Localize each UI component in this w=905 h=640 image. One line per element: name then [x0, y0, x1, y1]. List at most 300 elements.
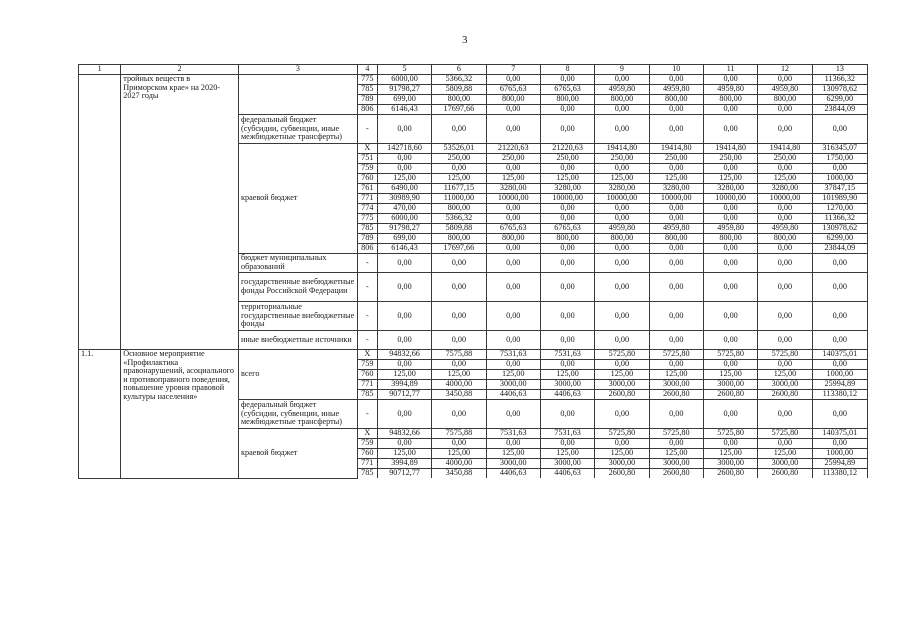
value-cell: 0,00: [540, 105, 594, 115]
kbk-code-cell: -: [357, 331, 377, 350]
value-cell: 0,00: [758, 204, 812, 214]
value-cell: 1000,00: [812, 370, 867, 380]
value-cell: 125,00: [649, 174, 703, 184]
value-cell: 3000,00: [649, 459, 703, 469]
value-cell: 4959,80: [649, 224, 703, 234]
value-cell: 0,00: [595, 439, 649, 449]
kbk-code-cell: X: [357, 144, 377, 154]
value-cell: 0,00: [377, 154, 431, 164]
value-cell: 5725,80: [595, 429, 649, 439]
value-cell: 5725,80: [649, 429, 703, 439]
value-cell: 0,00: [649, 331, 703, 350]
value-cell: 125,00: [432, 449, 486, 459]
value-cell: 94832,66: [377, 429, 431, 439]
value-cell: 0,00: [703, 75, 757, 85]
value-cell: 0,00: [377, 164, 431, 174]
value-cell: 250,00: [649, 154, 703, 164]
value-cell: 0,00: [812, 302, 867, 331]
value-cell: 7531,63: [486, 429, 540, 439]
value-cell: 0,00: [758, 273, 812, 302]
value-cell: 6000,00: [377, 214, 431, 224]
value-cell: 0,00: [649, 360, 703, 370]
federal-budget-label: федеральный бюджет (субсидии, субвенции, иные межбюджетные трансферты): [239, 115, 358, 144]
value-cell: 0,00: [595, 115, 649, 144]
kbk-code-cell: X: [357, 350, 377, 360]
value-cell: 91798,27: [377, 85, 431, 95]
value-cell: 0,00: [812, 400, 867, 429]
value-cell: 0,00: [649, 164, 703, 174]
value-cell: 0,00: [486, 254, 540, 273]
funding-source-label: бюджет муниципальных образований: [239, 254, 358, 273]
value-cell: 0,00: [540, 439, 594, 449]
value-cell: 0,00: [758, 360, 812, 370]
value-cell: 3000,00: [649, 380, 703, 390]
budget-table: [78, 64, 868, 479]
value-cell: 0,00: [758, 75, 812, 85]
value-cell: 0,00: [377, 331, 431, 350]
value-cell: 0,00: [486, 273, 540, 302]
value-cell: 800,00: [703, 95, 757, 105]
value-cell: 6765,63: [486, 224, 540, 234]
value-cell: 0,00: [649, 105, 703, 115]
header-row: [79, 65, 868, 75]
value-cell: 0,00: [540, 244, 594, 254]
value-cell: 0,00: [595, 400, 649, 429]
table-row: [79, 350, 868, 360]
value-cell: 800,00: [540, 95, 594, 105]
value-cell: 0,00: [758, 115, 812, 144]
value-cell: 17697,66: [432, 244, 486, 254]
kbk-code-cell: 785: [357, 224, 377, 234]
value-cell: 800,00: [486, 234, 540, 244]
kbk-code-cell: 760: [357, 370, 377, 380]
source-cell: [239, 75, 358, 115]
value-cell: 0,00: [595, 105, 649, 115]
table-row: [79, 75, 868, 85]
value-cell: 0,00: [486, 204, 540, 214]
value-cell: 5809,88: [432, 85, 486, 95]
value-cell: 800,00: [595, 234, 649, 244]
value-cell: 125,00: [486, 174, 540, 184]
column-number-cell: 7: [486, 65, 540, 75]
value-cell: 6299,00: [812, 95, 867, 105]
value-cell: 0,00: [758, 214, 812, 224]
value-cell: 5725,80: [703, 429, 757, 439]
value-cell: 0,00: [703, 331, 757, 350]
value-cell: 250,00: [486, 154, 540, 164]
kbk-code-cell: -: [357, 273, 377, 302]
value-cell: 125,00: [758, 370, 812, 380]
value-cell: 4959,80: [703, 85, 757, 95]
value-cell: 23844,09: [812, 105, 867, 115]
page-number: 3: [462, 34, 468, 46]
value-cell: 2600,80: [758, 469, 812, 479]
value-cell: 0,00: [432, 331, 486, 350]
value-cell: 250,00: [432, 154, 486, 164]
column-number-cell: 13: [812, 65, 867, 75]
kbk-code-cell: 760: [357, 174, 377, 184]
value-cell: 125,00: [758, 174, 812, 184]
value-cell: 140375,01: [812, 350, 867, 360]
column-number-cell: 8: [540, 65, 594, 75]
value-cell: 1000,00: [812, 449, 867, 459]
value-cell: 3280,00: [595, 184, 649, 194]
value-cell: 0,00: [486, 115, 540, 144]
value-cell: 125,00: [703, 370, 757, 380]
value-cell: 0,00: [703, 273, 757, 302]
value-cell: 0,00: [703, 115, 757, 144]
value-cell: 4959,80: [595, 224, 649, 234]
value-cell: 3280,00: [649, 184, 703, 194]
value-cell: 0,00: [377, 400, 431, 429]
value-cell: 6146,43: [377, 244, 431, 254]
value-cell: 125,00: [377, 449, 431, 459]
value-cell: 0,00: [540, 214, 594, 224]
value-cell: 0,00: [486, 244, 540, 254]
value-cell: 125,00: [540, 449, 594, 459]
value-cell: 125,00: [432, 174, 486, 184]
value-cell: 0,00: [812, 439, 867, 449]
value-cell: 6765,63: [540, 224, 594, 234]
value-cell: 11000,00: [432, 194, 486, 204]
value-cell: 800,00: [540, 234, 594, 244]
column-number-cell: 11: [703, 65, 757, 75]
value-cell: 0,00: [540, 204, 594, 214]
value-cell: 91798,27: [377, 224, 431, 234]
value-cell: 800,00: [703, 234, 757, 244]
value-cell: 3000,00: [758, 459, 812, 469]
kbk-code-cell: 775: [357, 214, 377, 224]
value-cell: 316345,07: [812, 144, 867, 154]
value-cell: 0,00: [812, 360, 867, 370]
value-cell: 0,00: [703, 360, 757, 370]
value-cell: 2600,80: [758, 390, 812, 400]
kbk-code-cell: 785: [357, 469, 377, 479]
value-cell: 0,00: [540, 115, 594, 144]
value-cell: 125,00: [595, 449, 649, 459]
kbk-code-cell: 771: [357, 459, 377, 469]
value-cell: 6299,00: [812, 234, 867, 244]
column-number-cell: 3: [239, 65, 358, 75]
value-cell: 3000,00: [595, 380, 649, 390]
value-cell: 10000,00: [649, 194, 703, 204]
value-cell: 0,00: [377, 115, 431, 144]
value-cell: 90712,77: [377, 390, 431, 400]
value-cell: 0,00: [649, 254, 703, 273]
value-cell: 0,00: [486, 75, 540, 85]
value-cell: 250,00: [703, 154, 757, 164]
value-cell: 800,00: [486, 95, 540, 105]
value-cell: 0,00: [595, 75, 649, 85]
column-number-cell: 4: [357, 65, 377, 75]
kbk-code-cell: -: [357, 254, 377, 273]
value-cell: 0,00: [649, 400, 703, 429]
value-cell: 21220,63: [486, 144, 540, 154]
value-cell: 0,00: [540, 273, 594, 302]
value-cell: 0,00: [649, 273, 703, 302]
funding-source-label: территориальные государственные внебюджетные фонды: [239, 302, 358, 331]
value-cell: 125,00: [649, 370, 703, 380]
column-number-cell: 5: [377, 65, 431, 75]
value-cell: 0,00: [703, 164, 757, 174]
kbk-code-cell: -: [357, 302, 377, 331]
value-cell: 2600,80: [703, 469, 757, 479]
value-cell: 800,00: [595, 95, 649, 105]
value-cell: 0,00: [486, 302, 540, 331]
value-cell: 113380,12: [812, 390, 867, 400]
program-name-cell: тройных веществ в Приморском крае» на 2020-2027 годы: [121, 75, 239, 350]
value-cell: 130978,62: [812, 85, 867, 95]
total-label: всего: [239, 350, 358, 400]
value-cell: 0,00: [703, 439, 757, 449]
federal-budget-label: федеральный бюджет (субсидии, субвенции, иные межбюджетные трансферты): [239, 400, 358, 429]
value-cell: 10000,00: [486, 194, 540, 204]
value-cell: 0,00: [758, 164, 812, 174]
column-number-cell: 2: [121, 65, 239, 75]
kbk-code-cell: 806: [357, 105, 377, 115]
value-cell: 0,00: [540, 75, 594, 85]
value-cell: 5725,80: [758, 429, 812, 439]
value-cell: 1000,00: [812, 174, 867, 184]
value-cell: 3000,00: [540, 459, 594, 469]
value-cell: 4406,63: [486, 390, 540, 400]
value-cell: 4000,00: [432, 380, 486, 390]
value-cell: 5725,80: [703, 350, 757, 360]
value-cell: 0,00: [432, 273, 486, 302]
value-cell: 0,00: [758, 439, 812, 449]
value-cell: 125,00: [595, 174, 649, 184]
value-cell: 125,00: [758, 449, 812, 459]
value-cell: 11366,32: [812, 214, 867, 224]
value-cell: 21220,63: [540, 144, 594, 154]
value-cell: 125,00: [486, 449, 540, 459]
value-cell: 699,00: [377, 95, 431, 105]
value-cell: 0,00: [595, 331, 649, 350]
value-cell: 3994,89: [377, 380, 431, 390]
value-cell: 0,00: [812, 164, 867, 174]
value-cell: 0,00: [595, 360, 649, 370]
value-cell: 0,00: [649, 214, 703, 224]
value-cell: 0,00: [703, 105, 757, 115]
value-cell: 10000,00: [703, 194, 757, 204]
value-cell: 0,00: [703, 214, 757, 224]
value-cell: 800,00: [649, 95, 703, 105]
column-number-cell: 12: [758, 65, 812, 75]
value-cell: 2600,80: [649, 390, 703, 400]
value-cell: 11677,15: [432, 184, 486, 194]
value-cell: 5366,32: [432, 214, 486, 224]
value-cell: 0,00: [812, 331, 867, 350]
funding-source-label: государственные внебюджетные фонды Российской Федерации: [239, 273, 358, 302]
item-number-cell: 1.1.: [79, 350, 121, 479]
value-cell: 0,00: [703, 244, 757, 254]
kbk-code-cell: 789: [357, 95, 377, 105]
value-cell: 19414,80: [649, 144, 703, 154]
kbk-code-cell: 806: [357, 244, 377, 254]
value-cell: 0,00: [486, 214, 540, 224]
value-cell: 0,00: [649, 75, 703, 85]
value-cell: 0,00: [595, 204, 649, 214]
value-cell: 2600,80: [595, 469, 649, 479]
value-cell: 3000,00: [703, 459, 757, 469]
kbk-code-cell: 789: [357, 234, 377, 244]
value-cell: 0,00: [812, 254, 867, 273]
value-cell: 4959,80: [595, 85, 649, 95]
value-cell: 7575,88: [432, 350, 486, 360]
value-cell: 113380,12: [812, 469, 867, 479]
value-cell: 0,00: [377, 439, 431, 449]
value-cell: 11366,32: [812, 75, 867, 85]
value-cell: 0,00: [432, 400, 486, 429]
value-cell: 0,00: [432, 254, 486, 273]
value-cell: 3000,00: [758, 380, 812, 390]
value-cell: 3000,00: [703, 380, 757, 390]
item-number-cell: [79, 75, 121, 350]
kbk-code-cell: 751: [357, 154, 377, 164]
value-cell: 5809,88: [432, 224, 486, 234]
value-cell: 130978,62: [812, 224, 867, 234]
value-cell: 7531,63: [540, 429, 594, 439]
value-cell: 0,00: [540, 164, 594, 174]
value-cell: 3000,00: [595, 459, 649, 469]
kbk-code-cell: 771: [357, 380, 377, 390]
value-cell: 125,00: [595, 370, 649, 380]
value-cell: 0,00: [703, 302, 757, 331]
value-cell: 5725,80: [595, 350, 649, 360]
value-cell: 0,00: [486, 360, 540, 370]
value-cell: 3280,00: [758, 184, 812, 194]
value-cell: 0,00: [758, 254, 812, 273]
value-cell: 0,00: [649, 115, 703, 144]
value-cell: 125,00: [377, 174, 431, 184]
value-cell: 10000,00: [540, 194, 594, 204]
value-cell: 800,00: [432, 234, 486, 244]
value-cell: 6765,63: [486, 85, 540, 95]
kbk-code-cell: 760: [357, 449, 377, 459]
value-cell: 142718,60: [377, 144, 431, 154]
value-cell: 4406,63: [540, 390, 594, 400]
value-cell: 4406,63: [486, 469, 540, 479]
value-cell: 0,00: [432, 439, 486, 449]
value-cell: 6490,00: [377, 184, 431, 194]
value-cell: 3450,88: [432, 469, 486, 479]
value-cell: 7531,63: [540, 350, 594, 360]
value-cell: 17697,66: [432, 105, 486, 115]
value-cell: 0,00: [595, 164, 649, 174]
value-cell: 4000,00: [432, 459, 486, 469]
value-cell: 3000,00: [486, 380, 540, 390]
value-cell: 3000,00: [486, 459, 540, 469]
value-cell: 0,00: [758, 331, 812, 350]
kbk-code-cell: 775: [357, 75, 377, 85]
value-cell: 6000,00: [377, 75, 431, 85]
value-cell: 699,00: [377, 234, 431, 244]
value-cell: 3000,00: [540, 380, 594, 390]
value-cell: 0,00: [758, 302, 812, 331]
value-cell: 800,00: [432, 204, 486, 214]
value-cell: 19414,80: [703, 144, 757, 154]
value-cell: 0,00: [812, 115, 867, 144]
value-cell: 19414,80: [758, 144, 812, 154]
value-cell: 7531,63: [486, 350, 540, 360]
column-number-cell: 6: [432, 65, 486, 75]
column-number-cell: 1: [79, 65, 121, 75]
value-cell: 19414,80: [595, 144, 649, 154]
value-cell: 0,00: [595, 214, 649, 224]
value-cell: 23844,09: [812, 244, 867, 254]
value-cell: 0,00: [758, 244, 812, 254]
value-cell: 0,00: [540, 254, 594, 273]
kbk-code-cell: 759: [357, 439, 377, 449]
value-cell: 0,00: [812, 273, 867, 302]
value-cell: 470,00: [377, 204, 431, 214]
value-cell: 0,00: [595, 244, 649, 254]
value-cell: 53526,01: [432, 144, 486, 154]
kbk-code-cell: 785: [357, 390, 377, 400]
kbk-code-cell: X: [357, 429, 377, 439]
value-cell: 3280,00: [703, 184, 757, 194]
value-cell: 0,00: [703, 254, 757, 273]
value-cell: 0,00: [486, 439, 540, 449]
value-cell: 0,00: [540, 331, 594, 350]
value-cell: 125,00: [703, 449, 757, 459]
kbk-code-cell: 759: [357, 360, 377, 370]
value-cell: 125,00: [486, 370, 540, 380]
kbk-code-cell: 785: [357, 85, 377, 95]
value-cell: 2600,80: [649, 469, 703, 479]
value-cell: 3280,00: [486, 184, 540, 194]
value-cell: 3450,88: [432, 390, 486, 400]
value-cell: 0,00: [758, 105, 812, 115]
value-cell: 94832,66: [377, 350, 431, 360]
value-cell: 2600,80: [595, 390, 649, 400]
kbk-code-cell: 761: [357, 184, 377, 194]
value-cell: 25994,89: [812, 459, 867, 469]
value-cell: 4959,80: [758, 85, 812, 95]
value-cell: 0,00: [377, 360, 431, 370]
column-number-cell: 10: [649, 65, 703, 75]
value-cell: 6765,63: [540, 85, 594, 95]
value-cell: 0,00: [432, 115, 486, 144]
value-cell: 0,00: [649, 244, 703, 254]
value-cell: 4959,80: [649, 85, 703, 95]
value-cell: 5366,32: [432, 75, 486, 85]
regional-budget-label: краевой бюджет: [239, 144, 358, 254]
value-cell: 125,00: [703, 174, 757, 184]
measure-name-cell: Основное мероприятие «Профилактика правонарушений, асоциального и противоправного поведения, повышение уровня правовой культуры населения»: [121, 350, 239, 479]
value-cell: 30989,90: [377, 194, 431, 204]
value-cell: 0,00: [540, 360, 594, 370]
value-cell: 0,00: [540, 302, 594, 331]
value-cell: 0,00: [377, 273, 431, 302]
value-cell: 800,00: [432, 95, 486, 105]
value-cell: 6146,43: [377, 105, 431, 115]
kbk-code-cell: -: [357, 400, 377, 429]
value-cell: 0,00: [486, 164, 540, 174]
value-cell: 0,00: [377, 254, 431, 273]
value-cell: 7575,88: [432, 429, 486, 439]
column-number-cell: 9: [595, 65, 649, 75]
value-cell: 0,00: [703, 400, 757, 429]
value-cell: 140375,01: [812, 429, 867, 439]
value-cell: 125,00: [649, 449, 703, 459]
kbk-code-cell: 771: [357, 194, 377, 204]
value-cell: 0,00: [649, 302, 703, 331]
value-cell: 800,00: [649, 234, 703, 244]
value-cell: 4959,80: [703, 224, 757, 234]
value-cell: 10000,00: [595, 194, 649, 204]
value-cell: 800,00: [758, 234, 812, 244]
